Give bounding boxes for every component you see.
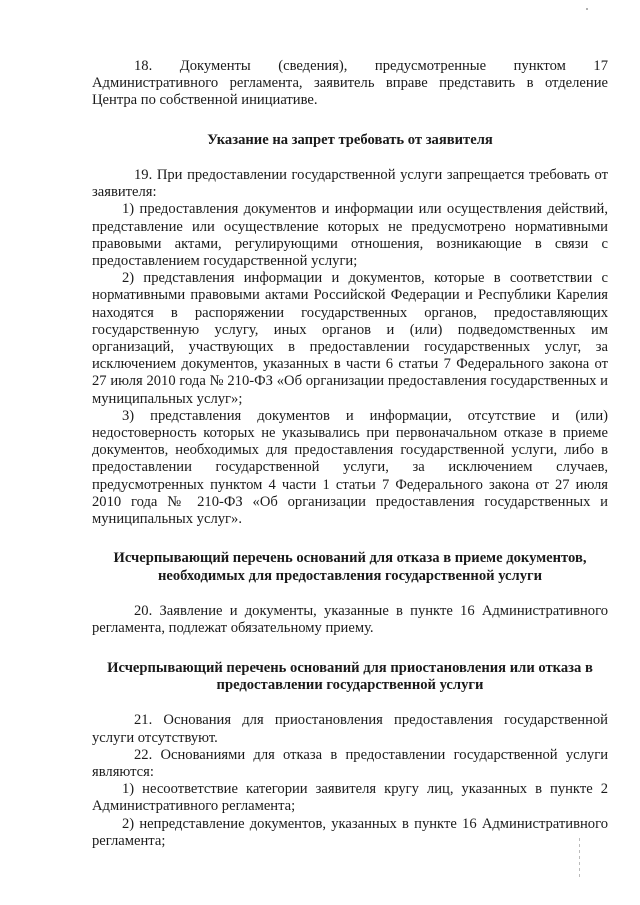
scan-edge-mark xyxy=(579,838,580,878)
heading-prohibition: Указание на запрет требовать от заявителя xyxy=(207,131,493,148)
paragraph-18: 18. Документы (сведения), предусмотренные пунктом 17 Административного регламента, заявитель вправе представить в отделение Центра по собственной инициативе. xyxy=(92,58,608,109)
paragraph-22-item-2: 2) непредставление документов, указанных в пункте 16 Административного регламента; xyxy=(92,815,608,849)
paragraph-19-item-1: 1) предоставления документов и информации или осуществления действий, представление или осуществление которых не предусмотрено нормативными правовыми актами, регулирующими отношения, возникающие в связи с предоставлением государственной услуги; xyxy=(92,201,608,270)
paragraph-22-item-1: 1) несоответствие категории заявителя кругу лиц, указанных в пункте 2 Административного регламента; xyxy=(92,781,608,815)
paragraph-19-item-3: 3) представления документов и информации, отсутствие и (или) недостоверность которых не указывались при первоначальном отказе в приеме документов, необходимых для предоставления государственной услуги, либо в предоставлении государственной услуги, за исключением случаев, предусмотренных пунктом 4 части 1 статьи 7 Федерального закона от 27 июля 2010 года № 210-ФЗ «Об организации предоставления государственных и муниципальных услуг». xyxy=(92,407,608,528)
paragraph-21: 21. Основания для приостановления предоставления государственной услуги отсутствуют. xyxy=(92,712,608,746)
paragraph-22: 22. Основаниями для отказа в предоставлении государственной услуги являются: xyxy=(92,746,608,780)
paragraph-20: 20. Заявление и документы, указанные в пункте 16 Административного регламента, подлежат обязательному приему. xyxy=(92,603,608,637)
paragraph-19: 19. При предоставлении государственной услуги запрещается требовать от заявителя: xyxy=(92,167,608,201)
heading-refusal-documents: Исчерпывающий перечень оснований для отказа в приеме документов, необходимых для предоставления государственной услуги xyxy=(113,550,587,584)
scan-speck xyxy=(586,8,588,10)
heading-suspension-refusal: Исчерпывающий перечень оснований для приостановления или отказа в предоставлении государственной услуги xyxy=(107,659,593,693)
paragraph-19-item-2: 2) представления информации и документов, которые в соответствии с нормативными правовыми актами Российской Федерации и Республики Карелия находятся в распоряжении государственных органов, предоставляющих государственную услугу, иных органов и (или) подведомственных им организаций, участвующих в предоставлении государственных услуг, за исключением документов, указанных в части 6 статьи 7 Федерального закона от 27 июля 2010 года № 210-ФЗ «Об организации предоставления государственных и муниципальных услуг»; xyxy=(92,270,608,407)
